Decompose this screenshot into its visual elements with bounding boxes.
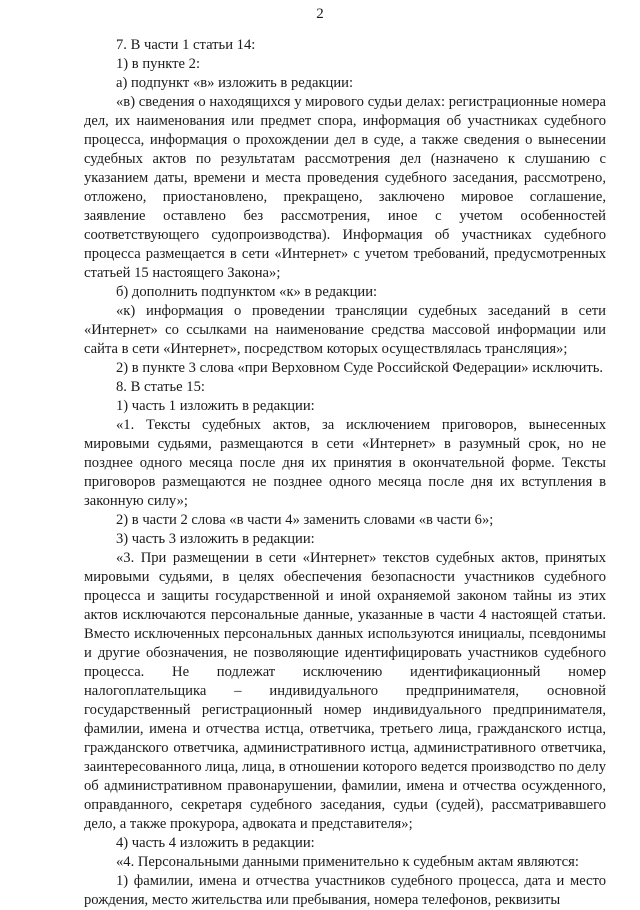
paragraph: «1. Тексты судебных актов, за исключением приговоров, вынесенных мировыми судьями, размещаются в сети «Интернет» в разумный срок, но не позднее одного месяца после дня их принятия в окончательной форме. Тексты приговоров размещаются не позднее одного месяца после дня их вступления в законную силу»; bbox=[84, 417, 606, 509]
paragraph: 1) в пункте 2: bbox=[116, 56, 201, 72]
paragraph: 2) в части 2 слова «в части 4» заменить словами «в части 6»; bbox=[116, 512, 494, 528]
paragraph: 7. В части 1 статьи 14: bbox=[116, 37, 256, 53]
paragraph: 2) в пункте 3 слова «при Верховном Суде Российской Федерации» исключить. bbox=[116, 360, 604, 376]
paragraph: 8. В статье 15: bbox=[116, 379, 205, 395]
document-body bbox=[84, 36, 606, 910]
paragraph: «4. Персональными данными применительно к судебным актам являются: bbox=[116, 854, 579, 870]
paragraph: 1) фамилии, имена и отчества участников судебного процесса, дата и место рождения, место жительства или пребывания, номера телефонов, реквизиты bbox=[84, 873, 606, 908]
page-number: 2 bbox=[316, 6, 324, 22]
paragraph: «к) информация о проведении трансляции судебных заседаний в сети «Интернет» со ссылками на наименование средства массовой информации или сайта в сети «Интернет», посредством которых осуществлялась трансляция»; bbox=[84, 303, 606, 357]
paragraph: 3) часть 3 изложить в редакции: bbox=[116, 531, 315, 547]
paragraph: «3. При размещении в сети «Интернет» текстов судебных актов, принятых мировыми судьями, в целях обеспечения безопасности участников судебного процесса и защиты государственной и иной охраняемой законом тайны из этих актов исключаются персональные данные, указанные в части 4 настоящей статьи. Вместо исключенных персональных данных используются инициалы, псевдонимы и другие обозначения, не позволяющие идентифицировать участников судебного процесса. Не подлежат исключению идентификационный номер налогоплательщика – индивидуального предпринимателя, основной государственный регистрационный номер индивидуального предпринимателя, фамилии, имена и отчества истца, ответчика, третьего лица, гражданского истца, гражданского ответчика, административного истца, административного ответчика, заинтересованного лица, лица, в отношении которого ведется производство по делу об административном правонарушении, фамилии, имена и отчества осужденного, оправданного, секретаря судебного заседания, судьи (судей), рассматривавшего дело, а также прокурора, адвоката и представителя»; bbox=[84, 550, 606, 832]
paragraph: «в) сведения о находящихся у мирового судьи делах: регистрационные номера дел, их наименования или предмет спора, информация об участниках судебного процесса, информация о прохождении дел в суде, а также сведения о вынесении судебных актов по результатам рассмотрения дел (назначено к слушанию с указанием даты, времени и места проведения судебного заседания, рассмотрено, отложено, приостановлено, прекращено, заключено мировое соглашение, заявление оставлено без рассмотрения, иное с учетом особенностей соответствующего судопроизводства). Информация об участниках судебного процесса размещается в сети «Интернет» с учетом требований, предусмотренных статьей 15 настоящего Закона»; bbox=[84, 94, 606, 281]
paragraph: а) подпункт «в» изложить в редакции: bbox=[116, 75, 354, 91]
paragraph: 4) часть 4 изложить в редакции: bbox=[116, 835, 315, 851]
paragraph: б) дополнить подпунктом «к» в редакции: bbox=[116, 284, 378, 300]
paragraph: 1) часть 1 изложить в редакции: bbox=[116, 398, 315, 414]
